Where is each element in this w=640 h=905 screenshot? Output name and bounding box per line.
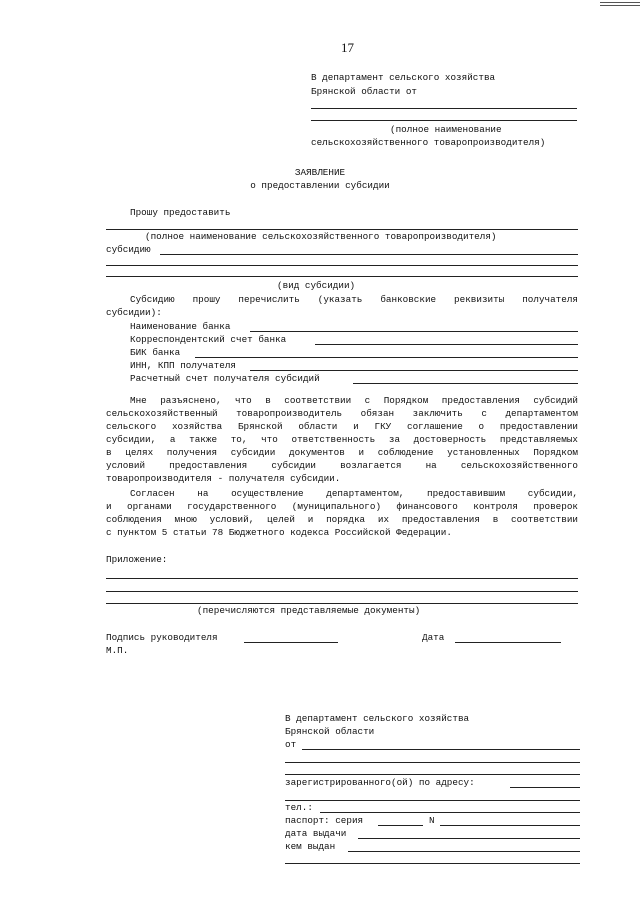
header-name-line[interactable] [311, 108, 577, 109]
second-form-blank-line[interactable] [285, 762, 580, 763]
bank-intro-line1: Субсидию прошу перечислить (указать банковские реквизиты получателя [130, 294, 578, 305]
para1-line: сельского хозяйства Брянской области и ГКУ соглашение о предоставлении [106, 421, 578, 432]
page-number: 17 [341, 40, 354, 55]
second-form-blank-line[interactable] [285, 774, 580, 775]
para1-line: Мне разъяснено, что в соответствии с Порядком предоставления субсидий [130, 395, 578, 406]
attachments-caption: (перечисляются представляемые документы) [197, 605, 421, 616]
corr-account-field[interactable] [315, 344, 578, 345]
header-addressee-line1: В департамент сельского хозяйства [311, 72, 496, 83]
para2-line: соблюдения мною условий, целей и порядка их предоставления в соответствии [106, 514, 578, 525]
header-name-line[interactable] [311, 120, 577, 121]
issue-date-field[interactable] [358, 838, 580, 839]
phone-label: тел.: [285, 802, 313, 813]
para1-line: сельскохозяйственный товаропроизводитель обязан заключить с департаментом [106, 408, 578, 419]
address-line[interactable] [285, 800, 580, 801]
subsidy-type-line[interactable] [106, 265, 578, 266]
subsidy-type-line[interactable] [106, 276, 578, 277]
bank-name-field[interactable] [250, 331, 578, 332]
issued-by-extra-line[interactable] [285, 863, 580, 864]
settlement-account-label: Расчетный счет получателя субсидий [130, 373, 320, 384]
bank-name-label: Наименование банка [130, 321, 231, 332]
header-addressee-line2: Брянской области от [311, 86, 418, 97]
registered-field[interactable] [510, 787, 580, 788]
issued-by-field[interactable] [348, 851, 580, 852]
settlement-account-field[interactable] [353, 383, 578, 384]
attachments-label: Приложение: [106, 554, 168, 565]
passport-series-field[interactable] [378, 825, 423, 826]
para2-line: Согласен на осуществление департаментом, предоставившим субсидии, [130, 488, 578, 499]
registered-label: зарегистрированного(ой) по адресу: [285, 777, 475, 788]
issued-by-label: кем выдан [285, 841, 336, 852]
bik-field[interactable] [195, 357, 578, 358]
bik-label: БИК банка [130, 347, 181, 358]
second-form-line2: Брянской области [285, 726, 375, 737]
header-caption2: сельскохозяйственного товаропроизводителя) [311, 137, 546, 148]
attachments-line[interactable] [106, 603, 578, 604]
attachments-line[interactable] [106, 578, 578, 579]
second-form-from-label: от [285, 739, 297, 750]
inn-kpp-label: ИНН, КПП получателя [130, 360, 237, 371]
attachments-line[interactable] [106, 591, 578, 592]
stamp-label: М.П. [106, 645, 129, 656]
phone-field[interactable] [320, 812, 580, 813]
para2-line: с пунктом 5 статьи 78 Бюджетного кодекса Российской Федерации. [106, 527, 452, 538]
signature-field[interactable] [244, 642, 338, 643]
corr-account-label: Корреспондентский счет банка [130, 334, 287, 345]
second-form-line1: В департамент сельского хозяйства [285, 713, 470, 724]
date-field[interactable] [455, 642, 561, 643]
subsidy-type-caption: (вид субсидии) [277, 280, 356, 291]
second-form-from-field[interactable] [302, 749, 580, 750]
date-label: Дата [422, 632, 445, 643]
signature-label: Подпись руководителя [106, 632, 218, 643]
request-label: Прошу предоставить [130, 207, 231, 218]
document-title: ЗАЯВЛЕНИЕ [294, 167, 346, 178]
para1-line: субсидии, а также то, что ответственность за достоверность представляемых [106, 434, 578, 445]
header-caption1: (полное наименование [390, 124, 502, 135]
para1-line: товаропроизводителя - получателя субсидии. [106, 473, 341, 484]
passport-number-field[interactable] [440, 825, 580, 826]
passport-series-label: паспорт: серия [285, 815, 364, 826]
corner-marks [600, 0, 640, 10]
para1-line: условий предоставления субсидии возлагается на сельскохозяйственного [106, 460, 578, 471]
passport-number-label: N [429, 815, 435, 826]
para2-line: и органами государственного (муниципального) финансового контроля проверок [106, 501, 578, 512]
producer-caption: (полное наименование сельскохозяйственного товаропроизводителя) [145, 231, 497, 242]
bank-intro-line2: субсидии): [106, 307, 162, 318]
producer-name-line[interactable] [106, 229, 578, 230]
subsidy-label: субсидию [106, 244, 151, 255]
para1-line: в целях получения субсидии документов и соблюдение установленных Порядком [106, 447, 578, 458]
inn-kpp-field[interactable] [250, 370, 578, 371]
issue-date-label: дата выдачи [285, 828, 347, 839]
subsidy-type-line[interactable] [160, 254, 578, 255]
document-subtitle: о предоставлении субсидии [250, 180, 390, 191]
